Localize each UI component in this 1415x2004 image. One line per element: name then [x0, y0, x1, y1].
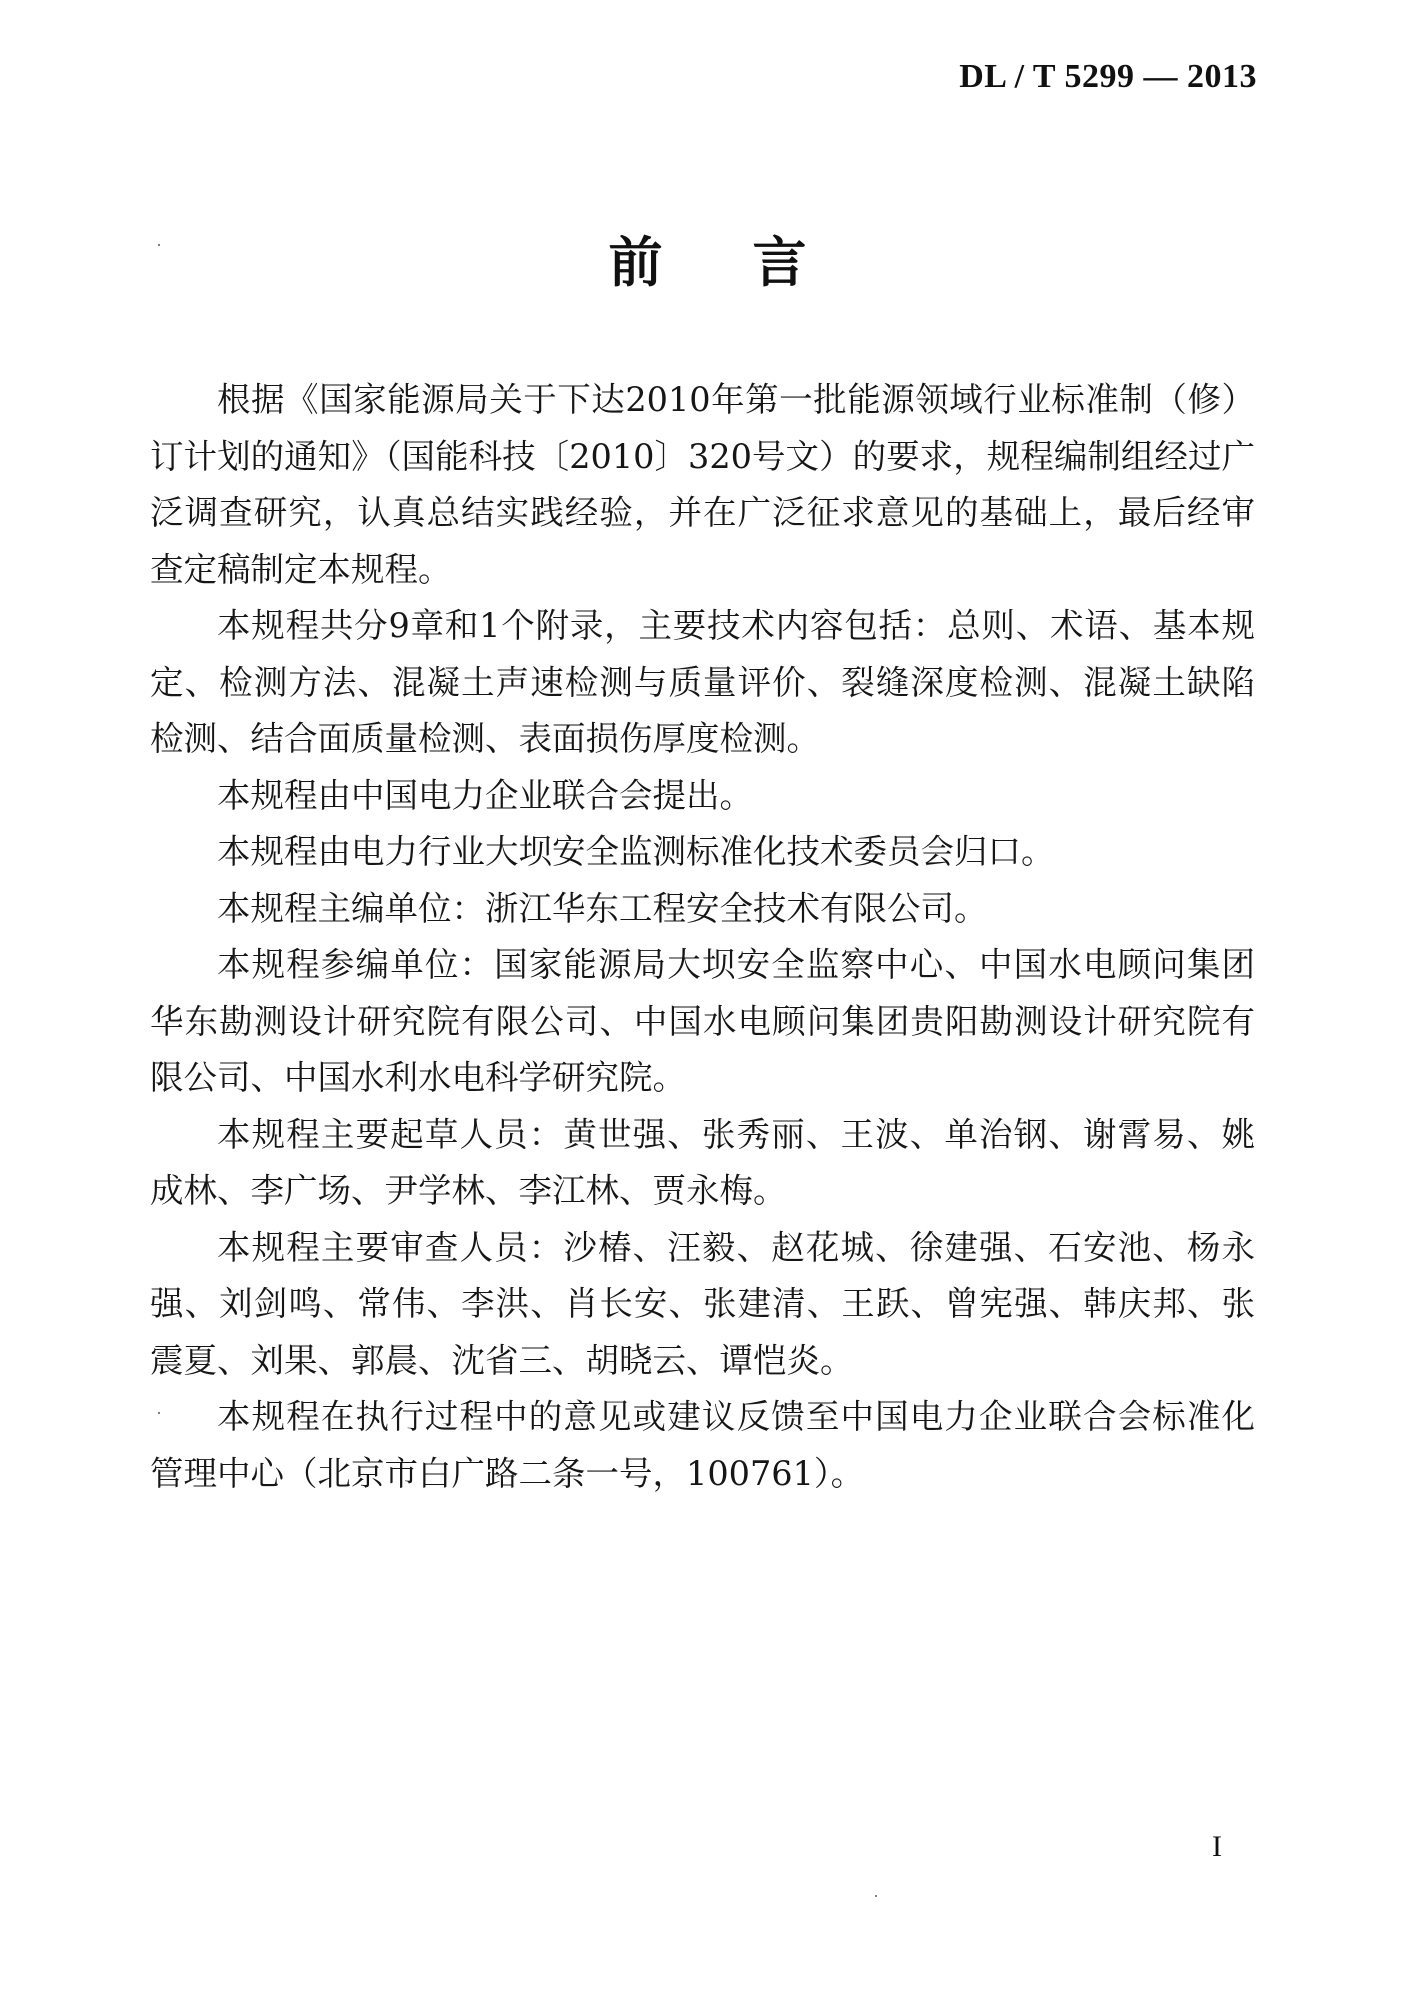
- paragraph-contents: 本规程共分9章和1个附录，主要技术内容包括：总则、术语、基本规定、检测方法、混凝土声速检测与质量评价、裂缝深度检测、混凝土缺陷检测、结合面质量检测、表面损伤厚度检测。: [150, 606, 1255, 758]
- scan-speck: [158, 244, 160, 246]
- paragraph-administrator: 本规程由电力行业大坝安全监测标准化技术委员会归口。: [217, 832, 1055, 871]
- paragraph-reviewers: 本规程主要审查人员：沙椿、汪毅、赵花城、徐建强、石安池、杨永强、刘剑鸣、常伟、李洪、肖长安、张建清、王跃、曾宪强、韩庆邦、张震夏、刘果、郭晨、沈省三、胡晓云、谭恺炎。: [150, 1227, 1255, 1380]
- document-code: DL / T 5299 — 2013: [959, 58, 1257, 95]
- body-text: [150, 372, 1255, 1502]
- paragraph-basis: 根据《国家能源局关于下达2010年第一批能源领域行业标准制（修）订计划的通知》（国能科技〔2010〕320号文）的要求，规程编制组经过广泛调查研究，认真总结实践经验，并在广泛征求意见的基础上，最后经审查定稿制定本规程。: [150, 380, 1255, 589]
- scan-speck: [875, 1895, 877, 1897]
- page-number: I: [1212, 1830, 1222, 1863]
- paragraph-chief-unit: 本规程主编单位：浙江华东工程安全技术有限公司。: [217, 888, 988, 928]
- paragraph-drafters: 本规程主要起草人员：黄世强、张秀丽、王波、单治钢、谢霄易、姚成林、李广场、尹学林、李江林、贾永梅。: [150, 1114, 1255, 1210]
- paragraph-feedback: 本规程在执行过程中的意见或建议反馈至中国电力企业联合会标准化管理中心（北京市白广路二条一号，100761）。: [150, 1397, 1255, 1493]
- paragraph-participating-units: 本规程参编单位：国家能源局大坝安全监察中心、中国水电顾问集团华东勘测设计研究院有限公司、中国水电顾问集团贵阳勘测设计研究院有限公司、中国水利水电科学研究院。: [150, 945, 1255, 1097]
- paragraph-proposer: 本规程由中国电力企业联合会提出。: [217, 775, 753, 815]
- scan-speck: [158, 1412, 160, 1414]
- page-title: 前言: [608, 230, 897, 294]
